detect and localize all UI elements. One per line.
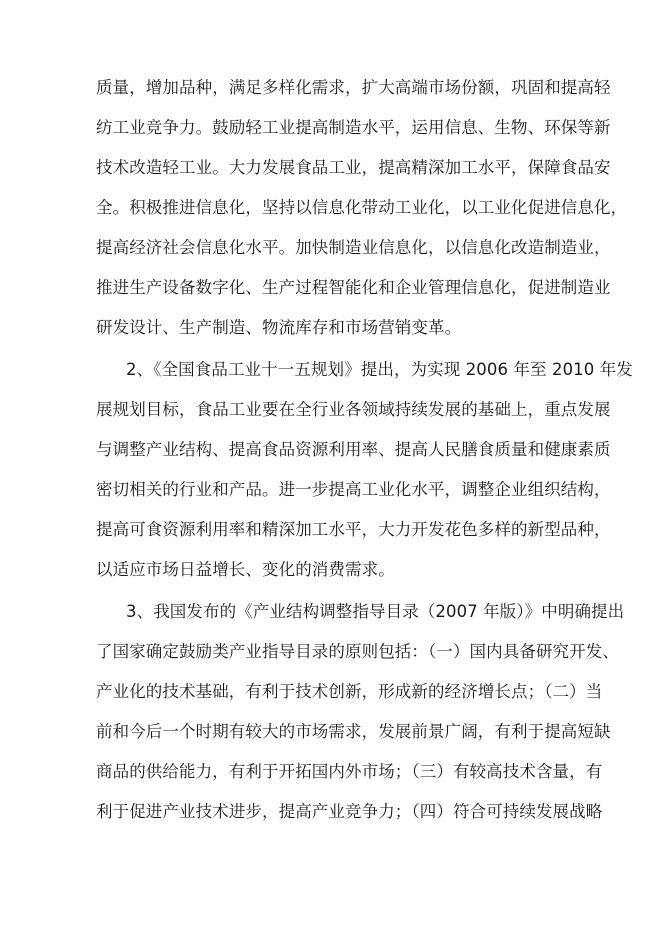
paragraph-3-line-1: 3、我国发布的《产业结构调整指导目录（2007 年版）》中明确提出: [126, 602, 625, 621]
paragraph-2-line-2: 展规划目标，食品工业要在全行业各领域持续发展的基础上，重点发展: [96, 400, 611, 419]
paragraph-3-line-2: 了国家确定鼓励类产业指导目录的原则包括：（一）国内具备研究开发、: [96, 642, 619, 661]
paragraph-3-line-5: 商品的供给能力，有利于开拓国内外市场；（三）有较高技术含量，有: [96, 762, 603, 781]
paragraph-3-line-4: 前和今后一个时期有较大的市场需求，发展前景广阔，有利于提高短缺: [96, 722, 611, 741]
paragraph-1-line-7: 研发设计、生产制造、物流库存和市场营销变革。: [96, 318, 462, 337]
paragraph-2-line-1: 2、《全国食品工业十一五规划》提出，为实现 2006 年至 2010 年发: [126, 360, 633, 379]
paragraph-2-line-4: 密切相关的行业和产品。进一步提高工业化水平，调整企业组织结构，: [96, 480, 611, 499]
paragraph-3-line-3: 产业化的技术基础，有利于技术创新，形成新的经济增长点；（二）当: [96, 682, 603, 701]
paragraph-3-line-6: 利于促进产业技术进步，提高产业竞争力；（四）符合可持续发展战略: [96, 802, 603, 821]
paragraph-2-line-5: 提高可食资源利用率和精深加工水平，大力开发花色多样的新型品种，: [96, 520, 611, 539]
paragraph-2-line-6: 以适应市场日益增长、变化的消费需求。: [96, 560, 395, 579]
paragraph-1-line-2: 纺工业竞争力。鼓励轻工业提高制造水平，运用信息、生物、环保等新: [96, 118, 611, 137]
paragraph-1-line-5: 提高经济社会信息化水平。加快制造业信息化，以信息化改造制造业，: [96, 238, 611, 257]
paragraph-2-line-3: 与调整产业结构、提高食品资源利用率、提高人民膳食质量和健康素质: [96, 440, 611, 459]
paragraph-1-line-3: 技术改造轻工业。大力发展食品工业，提高精深加工水平，保障食品安: [96, 158, 611, 177]
paragraph-1-line-1: 质量，增加品种，满足多样化需求，扩大高端市场份额，巩固和提高轻: [96, 78, 611, 97]
paragraph-1-line-4: 全。积极推进信息化，坚持以信息化带动工业化，以工业化促进信息化，: [96, 198, 628, 217]
paragraph-1-line-6: 推进生产设备数字化、生产过程智能化和企业管理信息化，促进制造业: [96, 278, 611, 297]
